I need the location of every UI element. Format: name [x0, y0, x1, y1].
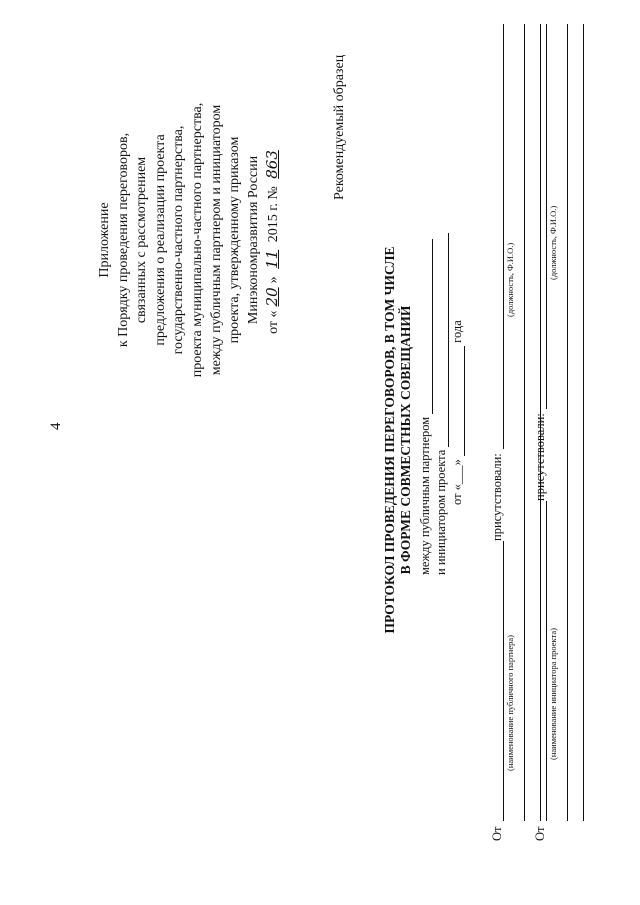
public-person-caption: (должность, Ф.И.О.) — [505, 242, 515, 317]
order-sep: » — [266, 276, 282, 284]
public-name-caption: (наименование публичного партнера) — [505, 635, 515, 771]
public-partner-label: между публичным партнером — [418, 416, 432, 575]
initiator-person-line[interactable] — [546, 24, 547, 409]
initiator-name-line[interactable] — [546, 501, 547, 821]
recommended-sample-label: Рекомендуемый образец — [332, 54, 347, 200]
document-title-line: ПРОТОКОЛ ПРОВЕДЕНИЯ ПЕРЕГОВОРОВ, В ТОМ ЧИСЛЕ — [382, 246, 397, 634]
date-day-blank[interactable]: ___ — [450, 465, 464, 485]
order-year: 2015 г. № — [266, 186, 282, 243]
page-number: 4 — [48, 422, 64, 430]
public-extra-line[interactable] — [524, 24, 525, 821]
appendix-line: связанных с рассмотрением — [134, 156, 150, 324]
document-title-line: В ФОРМЕ СОВМЕСТНЫХ СОВЕЩАНИЙ — [398, 305, 413, 575]
date-sep: » — [450, 459, 464, 466]
public-present-label: присутствовали: — [490, 453, 504, 541]
order-reference — [263, 80, 284, 400]
appendix-line: предложения о реализации проекта — [152, 134, 168, 346]
initiator-extra-line[interactable] — [567, 24, 568, 821]
year-word: года — [450, 320, 464, 343]
appendix-line: Приложение — [97, 202, 112, 278]
appendix-line: государственно-частного партнерства, — [171, 125, 187, 355]
initiator-person-caption: (должность, Ф.И.О.) — [548, 205, 558, 280]
appendix-line: между публичным партнером и инициатором — [208, 104, 224, 376]
public-from-label: От — [490, 826, 504, 841]
initiator-row — [434, 233, 449, 575]
initiator-line[interactable] — [436, 233, 449, 447]
date-month-line[interactable] — [452, 346, 465, 456]
initiator-label: и инициатором проекта — [434, 449, 448, 575]
initiator-extra-line[interactable] — [583, 24, 584, 821]
appendix-heading — [96, 80, 284, 400]
document-title — [382, 205, 414, 675]
initiator-from-label: От — [533, 826, 547, 841]
appendix-line: к Порядку проведения переговоров, — [115, 132, 131, 348]
initiator-present-label: присутствовали: — [533, 413, 547, 501]
appendix-line: Минэкономразвития России — [245, 155, 261, 325]
appendix-line: проекта муниципально-частного партнерства, — [189, 102, 205, 378]
public-name-line[interactable] — [503, 541, 504, 821]
initiator-name-caption: (наименование инициатора проекта) — [548, 628, 558, 760]
date-row — [450, 320, 465, 505]
order-prefix: от « — [266, 310, 282, 334]
order-day: 20 — [263, 287, 282, 307]
date-prefix: от « — [450, 484, 464, 505]
order-number: 863 — [263, 150, 282, 179]
public-partner-line[interactable] — [420, 239, 433, 414]
order-month: 11 — [263, 249, 282, 269]
public-partner-row — [418, 239, 433, 575]
appendix-line: проекта, утвержденному приказом — [227, 136, 243, 344]
public-person-line[interactable] — [503, 24, 504, 449]
